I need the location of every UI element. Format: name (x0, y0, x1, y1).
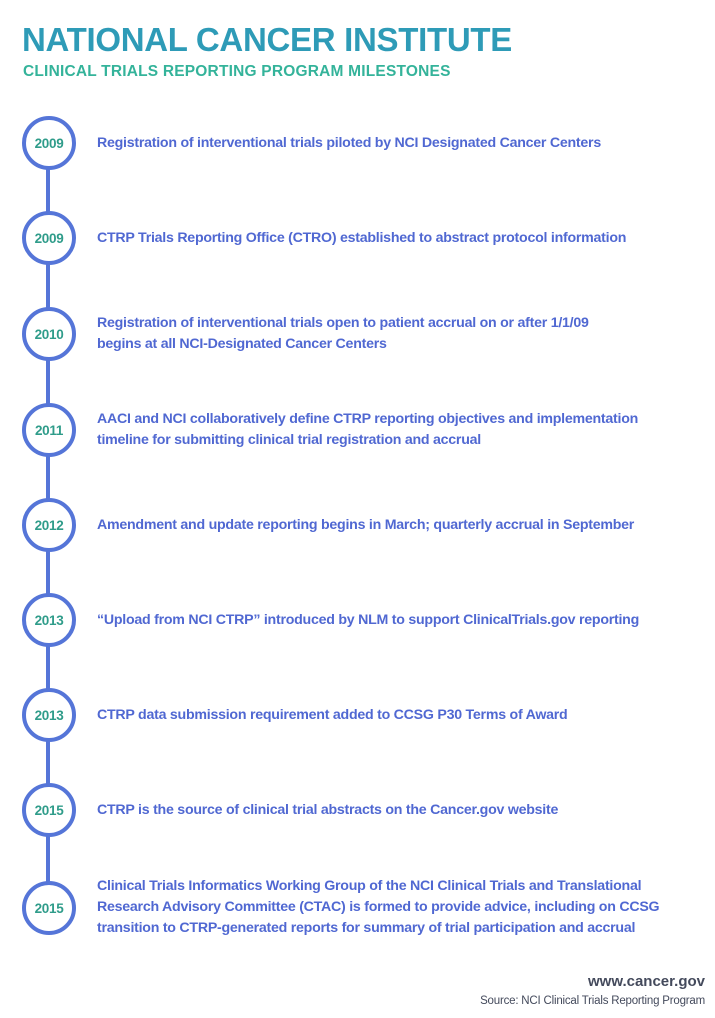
milestone-description: CTRP data submission requirement added to CCSG P30 Terms of Award (97, 707, 568, 723)
year-badge: 2009 (22, 211, 76, 265)
year-badge: 2011 (22, 403, 76, 457)
year-badge: 2009 (22, 116, 76, 170)
year-badge: 2012 (22, 498, 76, 552)
year-badge: 2013 (22, 593, 76, 647)
year-badge: 2015 (22, 881, 76, 935)
milestone-description: CTRP Trials Reporting Office (CTRO) established to abstract protocol information (97, 230, 627, 246)
website-link[interactable]: www.cancer.gov (588, 973, 705, 990)
year-badge: 2015 (22, 783, 76, 837)
page-title: NATIONAL CANCER INSTITUTE (22, 21, 512, 58)
milestone-description: Amendment and update reporting begins in March; quarterly accrual in September (97, 517, 635, 533)
source-note: Source: NCI Clinical Trials Reporting Program (480, 995, 705, 1007)
milestone-description: AACI and NCI collaboratively define CTRP reporting objectives and implementation timeline for submitting clinical trial registration and accrual (97, 411, 639, 448)
milestone-description: “Upload from NCI CTRP” introduced by NLM to support ClinicalTrials.gov reporting (97, 612, 639, 628)
milestone-description: Registration of interventional trials piloted by NCI Designated Cancer Centers (97, 135, 601, 151)
milestone-description: Clinical Trials Informatics Working Group of the NCI Clinical Trials and Translational Research Advisory Committee (CTAC) is formed to provide advice, including on CCSG transition to CTRP-generated reports for summary of trial participation and accrual (97, 878, 660, 936)
year-badge: 2010 (22, 307, 76, 361)
milestone-description: Registration of interventional trials open to patient accrual on or after 1/1/09 begins at all NCI-Designated Cancer Centers (97, 315, 589, 352)
milestone-description: CTRP is the source of clinical trial abstracts on the Cancer.gov website (97, 802, 559, 818)
page-subtitle: CLINICAL TRIALS REPORTING PROGRAM MILESTONES (23, 63, 451, 80)
year-badge: 2013 (22, 688, 76, 742)
